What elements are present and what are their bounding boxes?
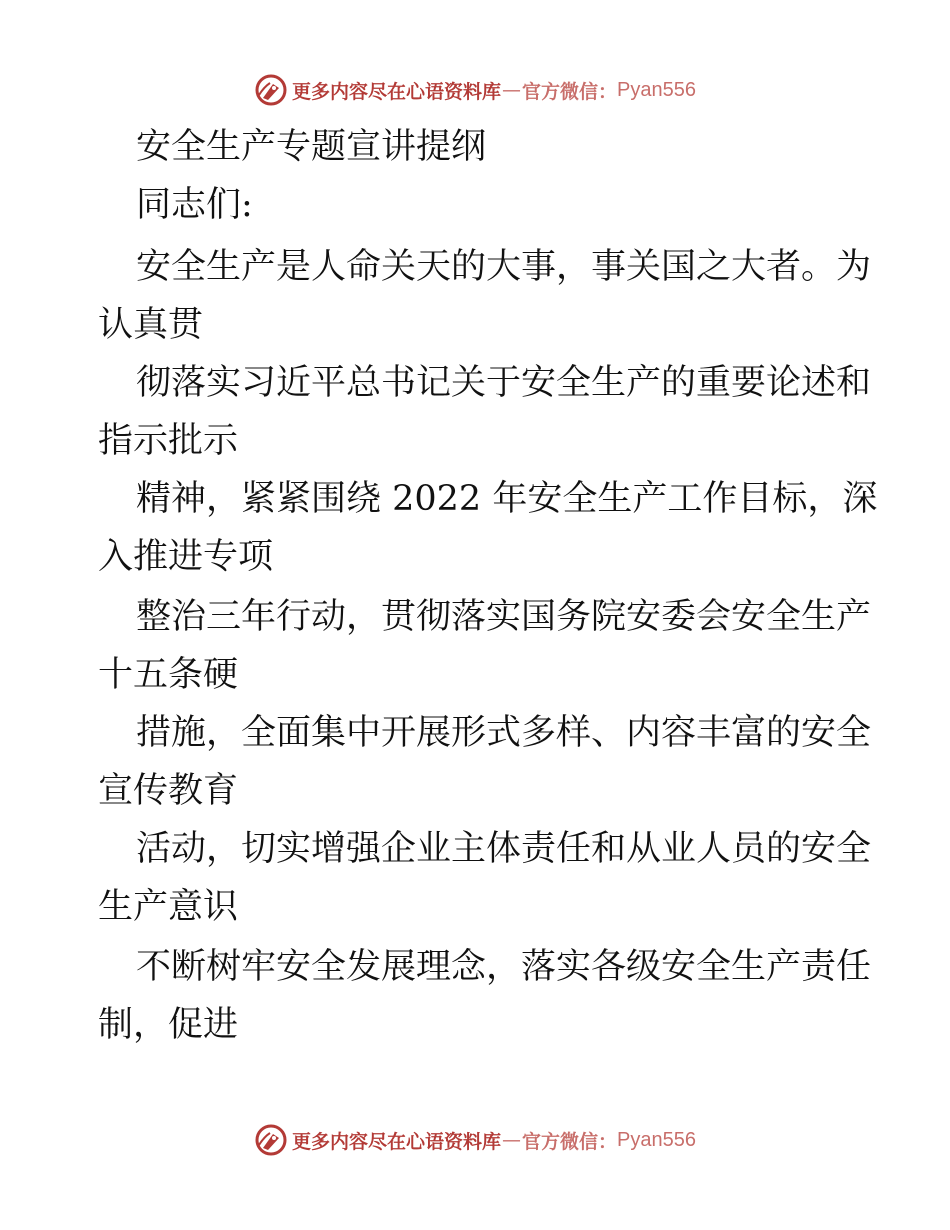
- document-title: 安全生产专题宣讲提纲: [136, 127, 487, 167]
- footer-watermark: [0, 1120, 950, 1160]
- watermark-wechat-label: 官方微信：: [522, 80, 618, 103]
- pen-nib-logo-icon: [254, 1123, 288, 1157]
- watermark-separator: —: [502, 1129, 522, 1151]
- watermark-wechat-label: 官方微信：: [522, 1130, 618, 1153]
- pen-nib-logo-icon: [254, 73, 288, 107]
- watermark-wechat-id: Pyan556: [617, 78, 696, 101]
- body-line: 精神，紧紧围绕 2022 年安全生产工作目标，深: [136, 479, 878, 519]
- header-watermark: [0, 70, 950, 110]
- watermark-wechat-id: Pyan556: [617, 1128, 696, 1151]
- salutation: 同志们:: [136, 185, 253, 225]
- body-line: 指示批示: [98, 421, 239, 461]
- body-line: 十五条硬: [98, 655, 239, 695]
- body-line: 制，促进: [98, 1005, 239, 1045]
- body-line: 生产意识: [98, 887, 239, 927]
- watermark-separator: —: [502, 79, 522, 101]
- body-line: 宣传教育: [98, 771, 239, 811]
- body-line: 彻落实习近平总书记关于安全生产的重要论述和: [136, 363, 872, 403]
- watermark-site-text: 更多内容尽在心语资料库: [292, 1130, 502, 1153]
- body-line: 不断树牢安全发展理念，落实各级安全生产责任: [136, 947, 872, 987]
- body-line: 安全生产是人命关天的大事，事关国之大者。为: [136, 247, 872, 287]
- body-line: 整治三年行动，贯彻落实国务院安委会安全生产: [136, 597, 872, 637]
- body-line: 入推进专项: [98, 537, 274, 577]
- body-line: 认真贯: [98, 305, 204, 345]
- body-line: 活动，切实增强企业主体责任和从业人员的安全: [136, 829, 872, 869]
- watermark-site-text: 更多内容尽在心语资料库: [292, 80, 502, 103]
- body-line: 措施，全面集中开展形式多样、内容丰富的安全: [136, 713, 872, 753]
